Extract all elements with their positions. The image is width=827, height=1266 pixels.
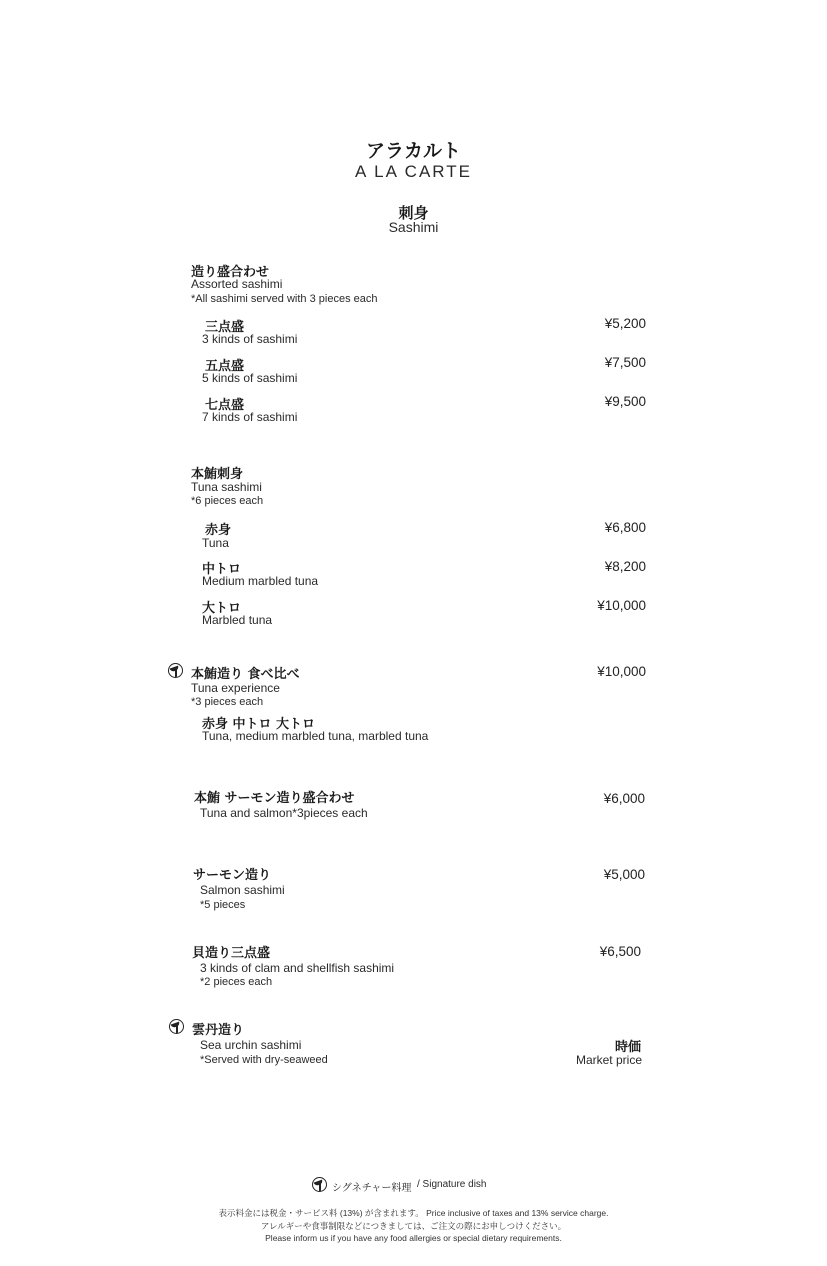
allergy-notice-en: Please inform us if you have any food allergies or special dietary requirements. (265, 1233, 562, 1243)
menu-item-name-jp: 赤身 (205, 523, 232, 538)
signature-dish-icon (312, 1177, 327, 1192)
urchin-note: *Served with dry-seaweed (200, 1054, 328, 1066)
tuna-experience-note: *3 pieces each (191, 696, 264, 708)
menu-item-name-jp: 五点盛 (205, 359, 245, 374)
menu-item-price: ¥7,500 (604, 355, 646, 370)
menu-item-name-jp: 中トロ (202, 562, 242, 577)
market-price-jp: 時価 (614, 1040, 641, 1055)
assorted-name-jp: 造り盛合わせ (191, 265, 270, 280)
menu-item-price: ¥5,200 (604, 316, 646, 331)
tuna-name-en: Tuna sashimi (191, 480, 262, 494)
tuna-experience-name-jp: 本鮪造り 食べ比べ (191, 667, 300, 682)
tuna-experience-sub-en: Tuna, medium marbled tuna, marbled tuna (202, 729, 429, 743)
menu-item-price: ¥8,200 (604, 559, 646, 574)
salmon-name-jp: サーモン造り (193, 868, 272, 883)
menu-item-name-en: 3 kinds of sashimi (202, 332, 298, 346)
menu-item-price: ¥9,500 (604, 394, 646, 409)
signature-dish-icon (168, 663, 183, 678)
menu-item-name-en: 5 kinds of sashimi (202, 371, 298, 385)
title-english: A LA CARTE (354, 162, 472, 181)
menu-item-name-en: Marbled tuna (202, 613, 273, 627)
assorted-name-en: Assorted sashimi (191, 277, 283, 291)
assorted-note: *All sashimi served with 3 pieces each (191, 293, 378, 305)
tuna-experience-name-en: Tuna experience (191, 681, 280, 695)
urchin-name-en: Sea urchin sashimi (200, 1038, 302, 1052)
title-japanese: アラカルト (365, 140, 461, 162)
tax-notice: 表示料金には税金・サービス料 (13%) が含まれます。 Price inclusive of taxes and 13% service charge. (218, 1208, 609, 1218)
menu-item-price: ¥6,800 (604, 520, 646, 535)
shellfish-name-jp: 貝造り三点盛 (192, 946, 271, 961)
menu-item-name-jp: 三点盛 (205, 320, 245, 335)
allergy-notice-jp: アレルギーや食事制限などにつきましては、ご注文の際にお申しつけください。 (260, 1221, 567, 1231)
menu-item-price: ¥10,000 (597, 664, 646, 679)
tuna-note: *6 pieces each (191, 495, 264, 507)
section-title-english: Sashimi (388, 219, 439, 235)
menu-item-name-en: Medium marbled tuna (202, 574, 319, 588)
salmon-note: *5 pieces (200, 899, 246, 911)
market-price-en: Market price (575, 1053, 642, 1067)
urchin-name-jp: 雲丹造り (192, 1023, 245, 1038)
tuna-name-jp: 本鮪刺身 (191, 467, 244, 482)
signature-legend-en: / Signature dish (417, 1179, 487, 1190)
signature-legend-jp: シグネチャー料理 (332, 1183, 412, 1194)
salmon-name-en: Salmon sashimi (200, 883, 285, 897)
signature-dish-icon (169, 1019, 184, 1034)
tuna-salmon-name-jp: 本鮪 サーモン造り盛合わせ (194, 791, 355, 806)
section-title-japanese: 刺身 (398, 204, 429, 222)
tuna-experience-sub-jp: 赤身 中トロ 大トロ (202, 717, 316, 732)
menu-item-name-jp: 大トロ (202, 601, 242, 616)
tuna-salmon-name-en: Tuna and salmon*3pieces each (200, 806, 368, 820)
shellfish-note: *2 pieces each (200, 976, 273, 988)
shellfish-name-en: 3 kinds of clam and shellfish sashimi (200, 961, 395, 975)
menu-item-name-jp: 七点盛 (205, 398, 245, 413)
menu-item-name-en: 7 kinds of sashimi (202, 410, 298, 424)
menu-item-price: ¥6,500 (599, 944, 641, 959)
menu-item-price: ¥10,000 (597, 598, 646, 613)
menu-item-price: ¥6,000 (603, 791, 645, 806)
menu-item-name-en: Tuna (202, 536, 229, 550)
menu-item-price: ¥5,000 (603, 867, 645, 882)
